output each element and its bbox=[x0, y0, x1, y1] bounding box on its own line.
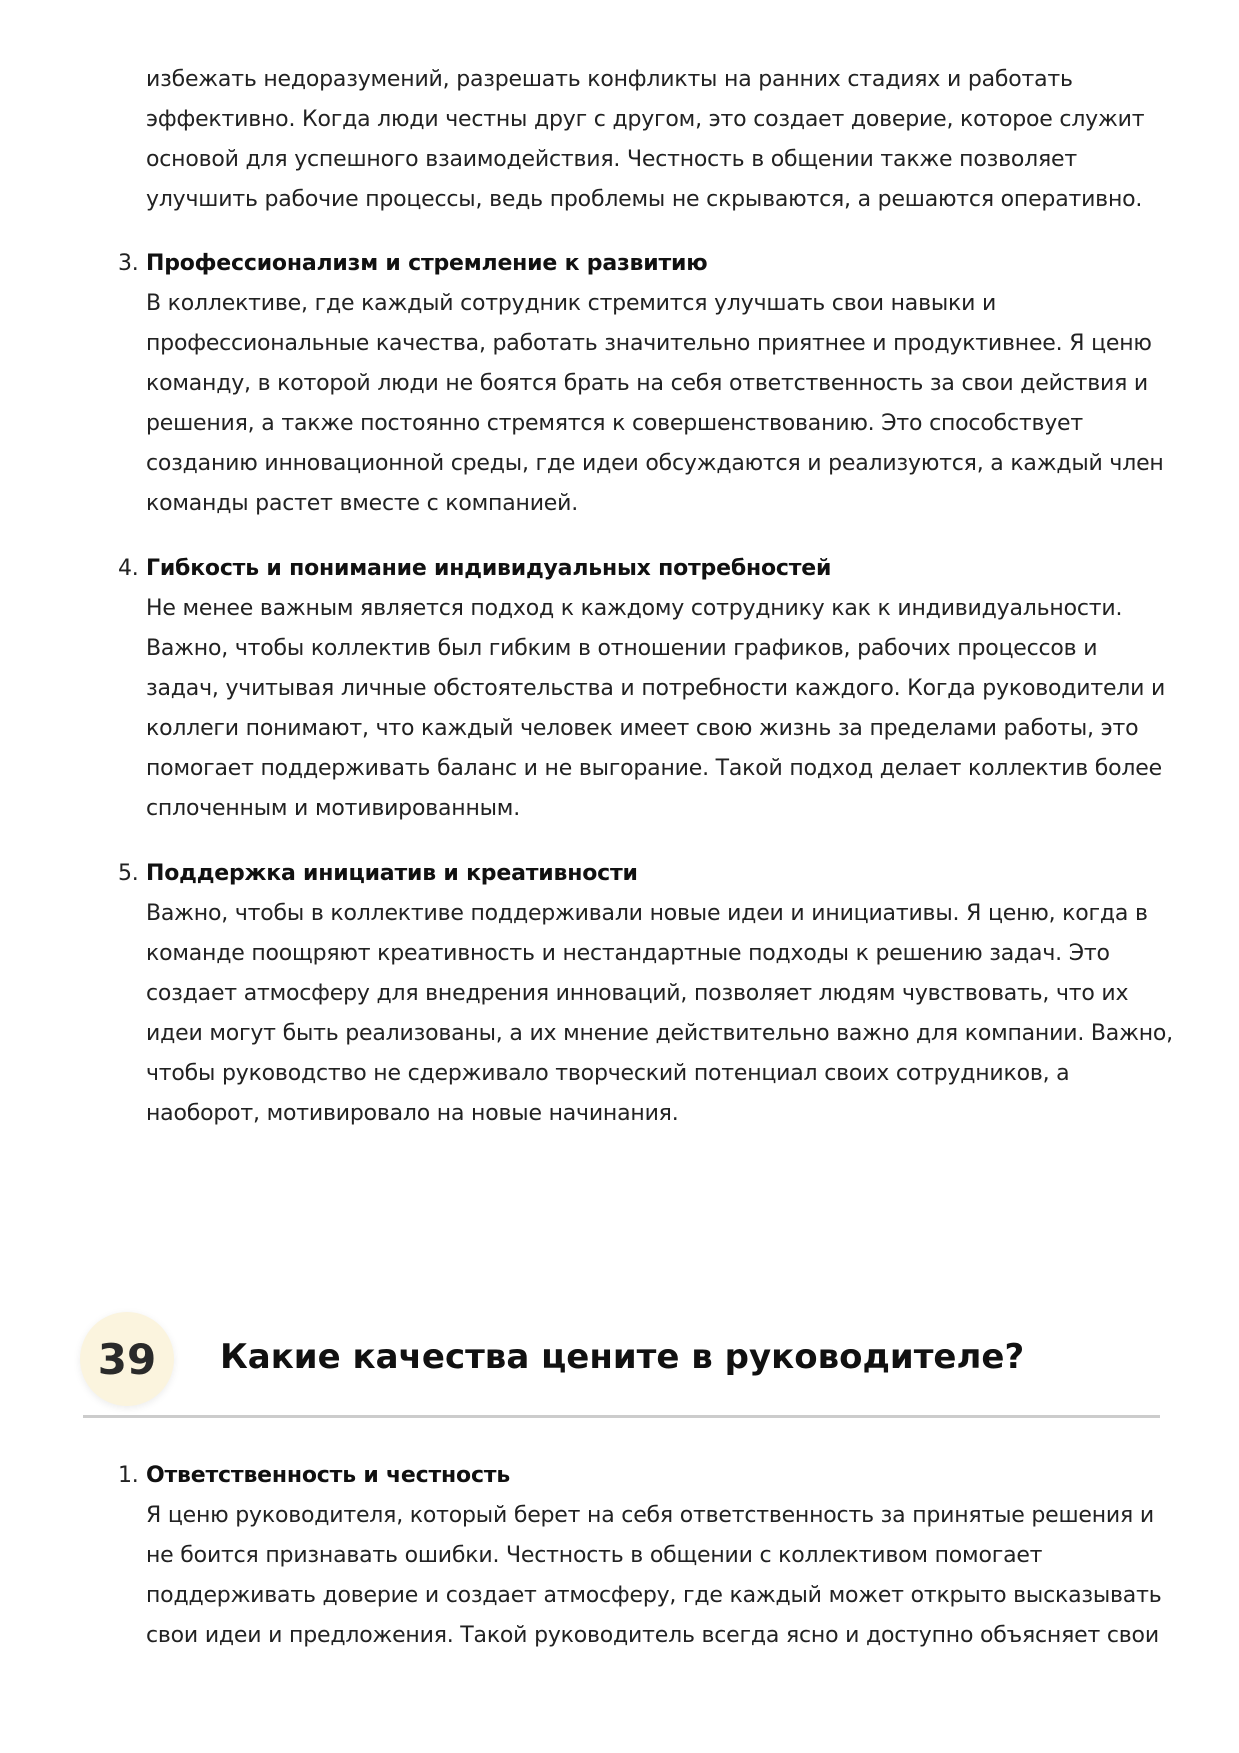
list-item-heading bbox=[106, 1456, 1176, 1496]
list-item bbox=[106, 244, 1176, 524]
section-divider bbox=[83, 1415, 1160, 1418]
list-item bbox=[106, 854, 1176, 1134]
list-item-heading bbox=[106, 549, 1176, 589]
list-item-body: Не менее важным является подход к каждому сотруднику как к индивидуальности. Важно, чтобы коллектив был гибким в отношении графиков, рабочих процессов и задач, учитывая личные обстоятельства и потребности каждого. Когда руководители и коллеги понимают, что каждый человек имеет свою жизнь за пределами работы, это помогает поддерживать баланс и не выгорание. Такой подход делает коллектив более сплоченным и мотивированным. bbox=[146, 596, 1166, 821]
section-title: Какие качества цените в руководителе? bbox=[220, 1337, 1025, 1377]
list-item-title: Гибкость и понимание индивидуальных потребностей bbox=[146, 556, 832, 581]
list-item-body: Важно, чтобы в коллективе поддерживали новые идеи и инициативы. Я ценю, когда в команде поощряют креативность и нестандартные подходы к решению задач. Это создает атмосферу для внедрения инноваций, позволяет людям чувствовать, что их идеи могут быть реализованы, а их мнение действительно важно для компании. Важно, чтобы руководство не сдерживало творческий потенциал своих сотрудников, а наоборот, мотивировало на новые начинания. bbox=[146, 901, 1173, 1126]
list-item-number: 4. bbox=[118, 556, 139, 581]
list-item bbox=[106, 1456, 1176, 1656]
list-item-number: 3. bbox=[118, 251, 139, 276]
section-number-badge: 39 bbox=[80, 1312, 174, 1406]
list-item-body: Я ценю руководителя, который берет на себя ответственность за принятые решения и не боится признавать ошибки. Честность в общении с коллективом помогает поддерживать доверие и создает атмосферу, где каждый может открыто высказывать свои идеи и предложения. Такой руководитель всегда ясно и доступно объясняет свои bbox=[146, 1503, 1162, 1648]
list-item-number: 1. bbox=[118, 1463, 139, 1488]
list-item-title: Профессионализм и стремление к развитию bbox=[146, 251, 708, 276]
section-header bbox=[80, 1310, 1160, 1420]
list-item bbox=[106, 549, 1176, 829]
top-paragraph: избежать недоразумений, разрешать конфликты на ранних стадиях и работать эффективно. Когда люди честны друг с другом, это создает доверие, которое служит основой для успешного взаимодействия. Честность в общении также позволяет улучшить рабочие процессы, ведь проблемы не скрываются, а решаются оперативно. bbox=[146, 67, 1145, 212]
list-item-title: Ответственность и честность bbox=[146, 1463, 511, 1488]
list-item-number: 5. bbox=[118, 861, 139, 886]
list-item-heading bbox=[106, 854, 1176, 894]
list-item-title: Поддержка инициатив и креативности bbox=[146, 861, 638, 886]
list-item-body: В коллективе, где каждый сотрудник стремится улучшать свои навыки и профессиональные качества, работать значительно приятнее и продуктивнее. Я ценю команду, в которой люди не боятся брать на себя ответственность за свои действия и решения, а также постоянно стремятся к совершенствованию. Это способствует созданию инновационной среды, где идеи обсуждаются и реализуются, а каждый член команды растет вместе с компанией. bbox=[146, 291, 1164, 516]
list-item-heading bbox=[106, 244, 1176, 284]
